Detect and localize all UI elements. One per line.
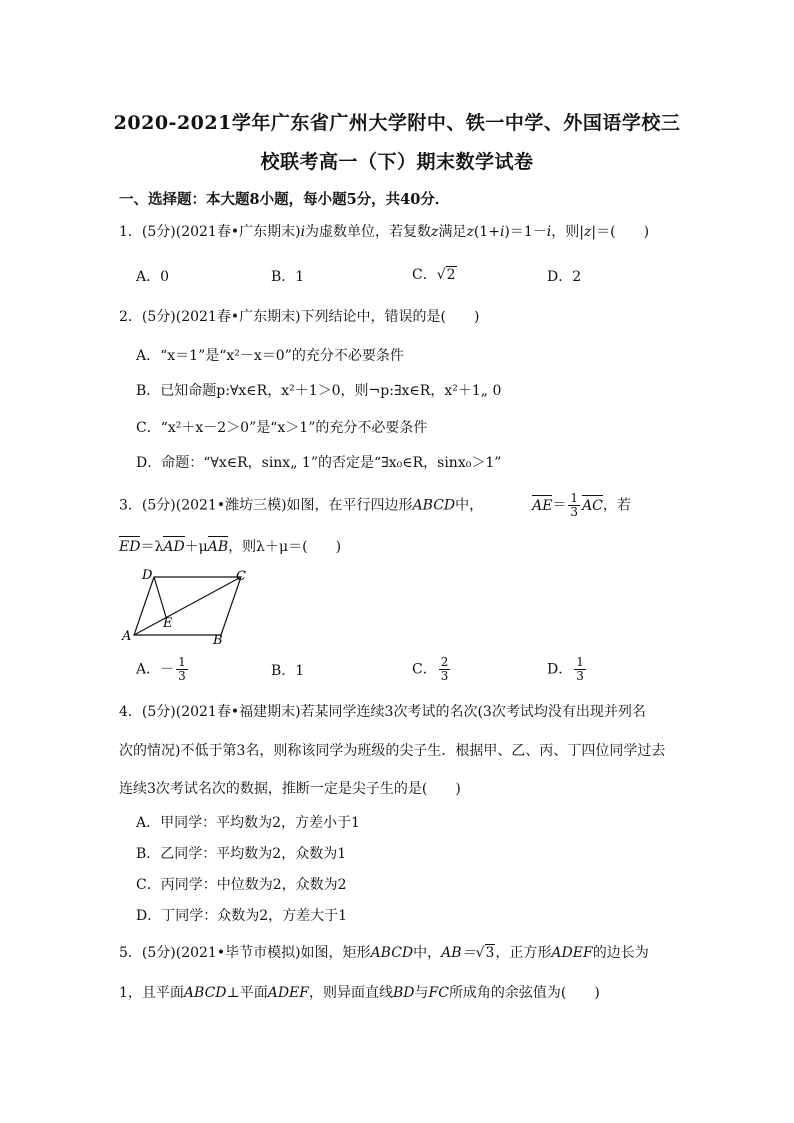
question-1-stem: 1．(5分)(2021春•广东期末)i为虚数单位，若复数z满足z(1+i)＝1－i，则|z|＝( ) (119, 224, 650, 240)
question-3-stem-line2: ED＝λAD＋μAB，则λ＋μ＝( ) (119, 539, 342, 555)
question-3-option-a: A．－ $\frac{1}{3}$ (136, 655, 186, 683)
sqrt-symbol: √2 (436, 267, 456, 283)
question-3-option-c: C． $\frac{2}{3}$ (412, 655, 449, 683)
vector-ae: AE (532, 497, 553, 514)
question-4-stem-line3: 连续3次考试名次的数据，推断一定是尖子生的是( ) (119, 781, 461, 797)
section-heading: 一、选择题：本大题8小题，每小题5分，共40分． (119, 191, 450, 208)
question-2-option-b: B．已知命题p:∀x∈R，x²＋1＞0，则¬p:∃x∈R，x²＋1„ 0 (136, 383, 502, 399)
vector-ed: ED (119, 539, 141, 555)
vector-ab: AB (207, 539, 229, 555)
label-c: C (236, 569, 246, 584)
vector-ad: AD (163, 539, 185, 555)
exam-title-line2: 校联考高一（下）期末数学试卷 (260, 151, 534, 173)
sqrt-symbol: √3 (475, 945, 495, 961)
question-1-option-b: B．1 (271, 269, 305, 285)
question-4-option-c: C．丙同学：中位数为2，众数为2 (136, 877, 347, 893)
label-e: E (163, 616, 173, 631)
parallelogram-figure (118, 565, 258, 647)
label-d: D (142, 568, 153, 583)
vector-ac: AC (582, 497, 603, 514)
question-3-option-d: D． $\frac{1}{3}$ (547, 655, 584, 683)
question-5-stem-line2: 1，且平面ABCD⊥平面ADEF，则异面直线BD与FC所成角的余弦值为( ) (119, 985, 600, 1001)
question-4-option-b: B．乙同学：平均数为2，众数为1 (136, 846, 347, 862)
question-4-option-d: D．丁同学：众数为2，方差大于1 (136, 908, 348, 924)
question-4-stem-line1: 4．(5分)(2021春•福建期末)若某同学连续3次考试的名次(3次考试均没有出现并列名 (119, 704, 646, 720)
question-4-option-a: A．甲同学：平均数为2，方差小于1 (136, 815, 360, 831)
fraction-one-third: $\frac{1}{3}$ (570, 491, 579, 519)
question-3-stem-line1: 3．(5分)(2021•潍坊三模)如图，在平行四边形ABCD中， AE＝ $\frac{1}{3}$ AC，若 (119, 491, 631, 519)
question-2-stem: 2．(5分)(2021春•广东期末)下列结论中，错误的是( ) (119, 309, 480, 325)
question-1-option-c: C．√2 (412, 267, 456, 283)
label-a: A (122, 629, 132, 644)
question-3-option-b: B．1 (271, 663, 305, 679)
segment-de (154, 577, 166, 617)
question-1-option-d: D．2 (547, 269, 582, 285)
question-2-option-c: C．“x²＋x－2＞0”是“x＞1”的充分不必要条件 (136, 420, 428, 436)
question-2-option-a: A．“x＝1”是“x²－x＝0”的充分不必要条件 (136, 348, 404, 364)
diagonal-ac (134, 577, 241, 635)
question-5-stem-line1: 5．(5分)(2021•毕节市模拟)如图，矩形ABCD中，AB＝√3，正方形ADEF的边长为 (119, 945, 649, 961)
question-2-option-d: D．命题：“∀x∈R，sinx„ 1”的否定是“∃x₀∈R，sinx₀＞1” (136, 455, 502, 471)
exam-title-line1: 2020-2021学年广东省广州大学附中、铁一中学、外国语学校三 (113, 112, 681, 134)
question-4-stem-line2: 次的情况)不低于第3名，则称该同学为班级的尖子生．根据甲、乙、丙、丁四位同学过去 (119, 743, 666, 759)
label-b: B (213, 633, 223, 647)
question-1-option-a: A．0 (136, 269, 170, 285)
